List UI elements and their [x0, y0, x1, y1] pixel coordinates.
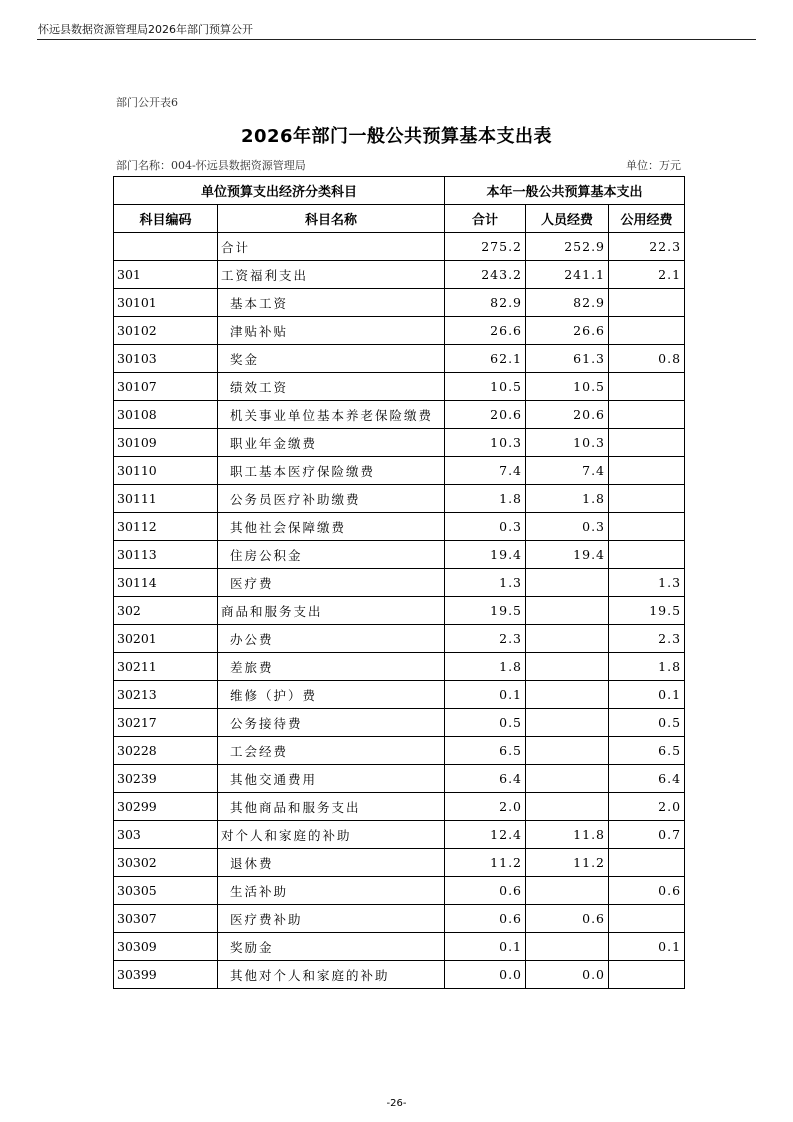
cell-personnel — [526, 597, 609, 625]
cell-public — [609, 961, 685, 989]
table-row — [114, 905, 685, 933]
cell-total: 2.3 — [445, 625, 526, 653]
cell-public: 2.3 — [609, 625, 685, 653]
cell-code: 30299 — [114, 793, 218, 821]
cell-personnel: 1.8 — [526, 485, 609, 513]
cell-personnel: 19.4 — [526, 541, 609, 569]
cell-public — [609, 289, 685, 317]
cell-public — [609, 373, 685, 401]
cell-code: 30113 — [114, 541, 218, 569]
running-header: 怀远县数据资源管理局2026年部门预算公开 — [38, 23, 253, 36]
cell-personnel — [526, 681, 609, 709]
table-row — [114, 597, 685, 625]
cell-personnel: 61.3 — [526, 345, 609, 373]
cell-name: 奖励金 — [218, 933, 445, 961]
cell-name: 差旅费 — [218, 653, 445, 681]
cell-personnel: 10.3 — [526, 429, 609, 457]
cell-public: 19.5 — [609, 597, 685, 625]
cell-total: 12.4 — [445, 821, 526, 849]
cell-personnel — [526, 569, 609, 597]
cell-name: 工资福利支出 — [218, 261, 445, 289]
cell-name: 生活补助 — [218, 877, 445, 905]
header-total: 合计 — [445, 205, 526, 233]
cell-personnel: 26.6 — [526, 317, 609, 345]
table-row — [114, 541, 685, 569]
cell-code: 30103 — [114, 345, 218, 373]
cell-name: 商品和服务支出 — [218, 597, 445, 625]
cell-personnel: 10.5 — [526, 373, 609, 401]
table-row — [114, 485, 685, 513]
cell-code: 30109 — [114, 429, 218, 457]
cell-code: 30107 — [114, 373, 218, 401]
department-name: 部门名称：004-怀远县数据资源管理局 — [116, 159, 306, 172]
cell-code: 30307 — [114, 905, 218, 933]
cell-total: 0.1 — [445, 933, 526, 961]
cell-code: 30114 — [114, 569, 218, 597]
table-row — [114, 513, 685, 541]
cell-total: 1.3 — [445, 569, 526, 597]
cell-total: 20.6 — [445, 401, 526, 429]
cell-code: 30399 — [114, 961, 218, 989]
cell-public: 0.5 — [609, 709, 685, 737]
cell-public: 0.6 — [609, 877, 685, 905]
table-row — [114, 457, 685, 485]
cell-code — [114, 233, 218, 261]
cell-personnel — [526, 737, 609, 765]
cell-name: 职工基本医疗保险缴费 — [218, 457, 445, 485]
cell-code: 30101 — [114, 289, 218, 317]
cell-public — [609, 905, 685, 933]
table-row — [114, 317, 685, 345]
cell-personnel — [526, 933, 609, 961]
table-row — [114, 737, 685, 765]
cell-total: 10.5 — [445, 373, 526, 401]
cell-total: 11.2 — [445, 849, 526, 877]
table-row — [114, 821, 685, 849]
cell-name: 办公费 — [218, 625, 445, 653]
cell-public: 6.4 — [609, 765, 685, 793]
cell-public — [609, 429, 685, 457]
cell-public: 0.7 — [609, 821, 685, 849]
table-row — [114, 289, 685, 317]
cell-name: 其他交通费用 — [218, 765, 445, 793]
table-row — [114, 849, 685, 877]
page-title: 2026年部门一般公共预算基本支出表 — [240, 126, 553, 147]
header-code: 科目编码 — [114, 205, 218, 233]
cell-name: 基本工资 — [218, 289, 445, 317]
cell-public: 1.3 — [609, 569, 685, 597]
cell-public: 2.1 — [609, 261, 685, 289]
cell-code: 30112 — [114, 513, 218, 541]
header-economic-classification: 单位预算支出经济分类科目 — [114, 177, 445, 205]
cell-personnel: 252.9 — [526, 233, 609, 261]
table-row — [114, 793, 685, 821]
cell-personnel: 20.6 — [526, 401, 609, 429]
table-row — [114, 765, 685, 793]
cell-total: 275.2 — [445, 233, 526, 261]
cell-public: 2.0 — [609, 793, 685, 821]
cell-name: 合计 — [218, 233, 445, 261]
table-row — [114, 877, 685, 905]
cell-code: 30239 — [114, 765, 218, 793]
table-label: 部门公开表6 — [116, 96, 178, 109]
cell-public — [609, 513, 685, 541]
header-column-row — [114, 205, 685, 233]
cell-code: 30110 — [114, 457, 218, 485]
cell-public: 0.1 — [609, 933, 685, 961]
cell-public — [609, 457, 685, 485]
cell-name: 绩效工资 — [218, 373, 445, 401]
cell-personnel: 7.4 — [526, 457, 609, 485]
cell-total: 19.5 — [445, 597, 526, 625]
cell-public: 6.5 — [609, 737, 685, 765]
budget-table — [113, 176, 685, 989]
cell-personnel — [526, 653, 609, 681]
cell-code: 30228 — [114, 737, 218, 765]
cell-total: 0.6 — [445, 877, 526, 905]
cell-name: 职业年金缴费 — [218, 429, 445, 457]
cell-code: 30217 — [114, 709, 218, 737]
cell-personnel — [526, 793, 609, 821]
cell-name: 住房公积金 — [218, 541, 445, 569]
cell-name: 工会经费 — [218, 737, 445, 765]
cell-personnel: 0.0 — [526, 961, 609, 989]
table-row — [114, 261, 685, 289]
cell-name: 津贴补贴 — [218, 317, 445, 345]
cell-personnel: 0.6 — [526, 905, 609, 933]
cell-personnel — [526, 765, 609, 793]
cell-name: 维修（护）费 — [218, 681, 445, 709]
cell-personnel — [526, 877, 609, 905]
cell-total: 10.3 — [445, 429, 526, 457]
cell-total: 26.6 — [445, 317, 526, 345]
cell-name: 奖金 — [218, 345, 445, 373]
cell-total: 1.8 — [445, 485, 526, 513]
cell-code: 302 — [114, 597, 218, 625]
header-group-row — [114, 177, 685, 205]
table-row — [114, 625, 685, 653]
cell-code: 301 — [114, 261, 218, 289]
cell-public — [609, 541, 685, 569]
header-rule — [37, 39, 756, 40]
cell-name: 其他商品和服务支出 — [218, 793, 445, 821]
cell-name: 医疗费补助 — [218, 905, 445, 933]
cell-total: 0.1 — [445, 681, 526, 709]
header-personnel: 人员经费 — [526, 205, 609, 233]
cell-personnel: 82.9 — [526, 289, 609, 317]
cell-code: 30108 — [114, 401, 218, 429]
table-body — [114, 233, 685, 989]
cell-name: 公务员医疗补助缴费 — [218, 485, 445, 513]
cell-total: 62.1 — [445, 345, 526, 373]
cell-code: 30111 — [114, 485, 218, 513]
cell-code: 30102 — [114, 317, 218, 345]
cell-total: 0.5 — [445, 709, 526, 737]
cell-code: 30201 — [114, 625, 218, 653]
table-row — [114, 569, 685, 597]
cell-public: 22.3 — [609, 233, 685, 261]
cell-code: 30309 — [114, 933, 218, 961]
table-row — [114, 933, 685, 961]
cell-total: 1.8 — [445, 653, 526, 681]
cell-code: 30305 — [114, 877, 218, 905]
table-row — [114, 429, 685, 457]
cell-public: 1.8 — [609, 653, 685, 681]
cell-public — [609, 849, 685, 877]
cell-name: 机关事业单位基本养老保险缴费 — [218, 401, 445, 429]
cell-personnel — [526, 709, 609, 737]
cell-public — [609, 485, 685, 513]
cell-name: 其他对个人和家庭的补助 — [218, 961, 445, 989]
cell-code: 30211 — [114, 653, 218, 681]
table-row — [114, 345, 685, 373]
cell-total: 0.0 — [445, 961, 526, 989]
cell-total: 243.2 — [445, 261, 526, 289]
cell-personnel: 241.1 — [526, 261, 609, 289]
cell-name: 退休费 — [218, 849, 445, 877]
table-row — [114, 681, 685, 709]
cell-personnel — [526, 625, 609, 653]
cell-personnel: 0.3 — [526, 513, 609, 541]
cell-name: 其他社会保障缴费 — [218, 513, 445, 541]
cell-public: 0.1 — [609, 681, 685, 709]
cell-name: 公务接待费 — [218, 709, 445, 737]
table-row — [114, 401, 685, 429]
table-row — [114, 709, 685, 737]
cell-total: 0.6 — [445, 905, 526, 933]
cell-code: 303 — [114, 821, 218, 849]
cell-total: 82.9 — [445, 289, 526, 317]
table-row — [114, 233, 685, 261]
cell-personnel: 11.2 — [526, 849, 609, 877]
cell-public — [609, 317, 685, 345]
header-public: 公用经费 — [609, 205, 685, 233]
cell-public — [609, 401, 685, 429]
cell-total: 6.4 — [445, 765, 526, 793]
header-basic-expenditure: 本年一般公共预算基本支出 — [445, 177, 685, 205]
cell-total: 2.0 — [445, 793, 526, 821]
header-name: 科目名称 — [218, 205, 445, 233]
cell-public: 0.8 — [609, 345, 685, 373]
table-row — [114, 653, 685, 681]
unit-label: 单位：万元 — [626, 159, 681, 172]
table-row — [114, 961, 685, 989]
cell-total: 19.4 — [445, 541, 526, 569]
cell-personnel: 11.8 — [526, 821, 609, 849]
cell-total: 7.4 — [445, 457, 526, 485]
table-row — [114, 373, 685, 401]
cell-name: 医疗费 — [218, 569, 445, 597]
cell-name: 对个人和家庭的补助 — [218, 821, 445, 849]
cell-code: 30213 — [114, 681, 218, 709]
page-number: -26- — [386, 1098, 407, 1109]
cell-total: 6.5 — [445, 737, 526, 765]
cell-code: 30302 — [114, 849, 218, 877]
cell-total: 0.3 — [445, 513, 526, 541]
